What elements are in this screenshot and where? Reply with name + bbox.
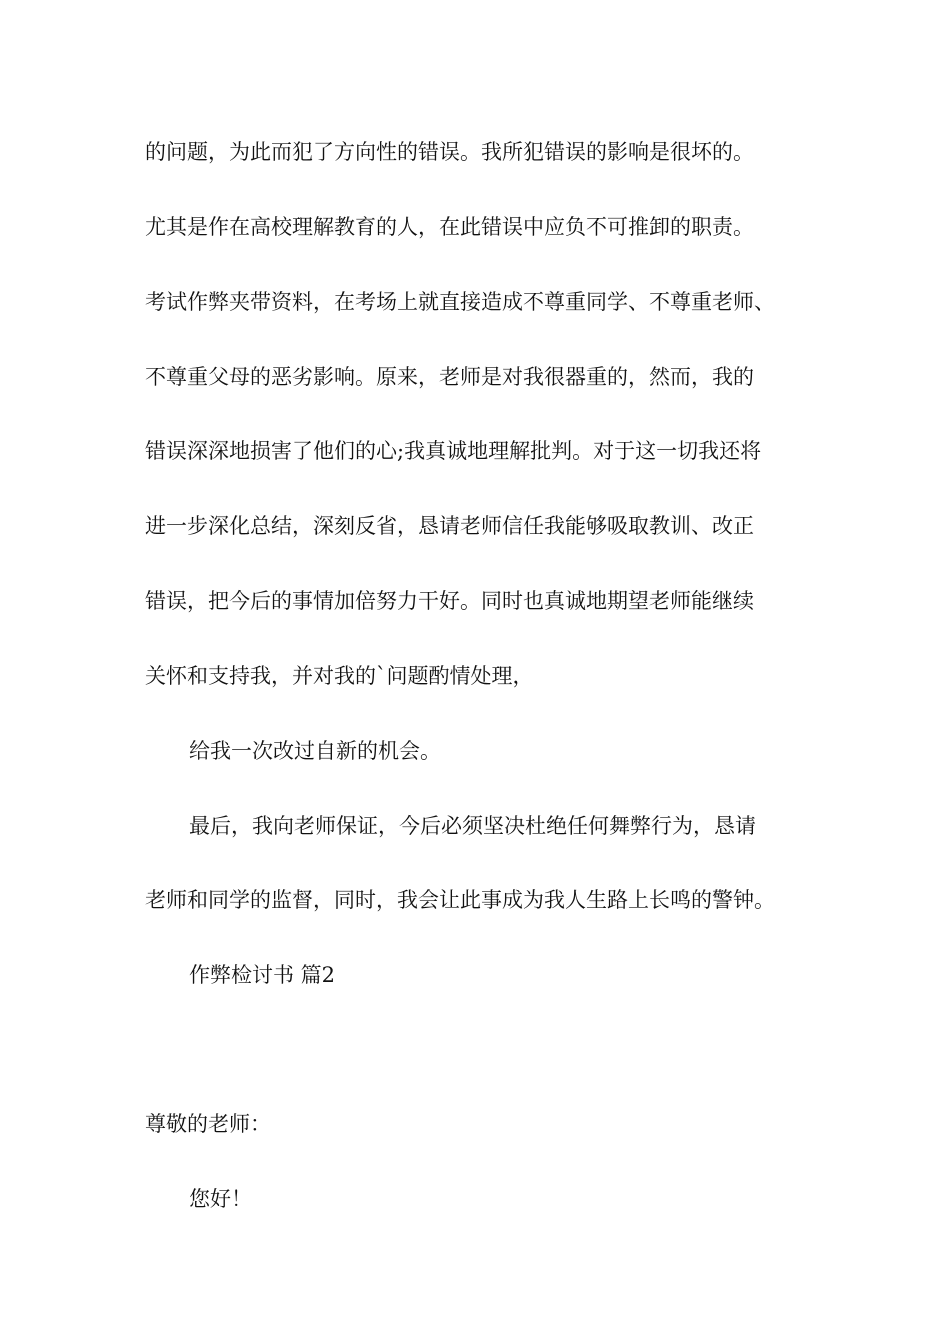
paragraph-line: 老师和同学的监督，同时，我会让此事成为我人生路上长鸣的警钟。 [145, 888, 775, 912]
paragraph-line: 给我一次改过自新的机会。 [189, 739, 441, 763]
paragraph-line: 尤其是作在高校理解教育的人，在此错误中应负不可推卸的职责。 [145, 215, 754, 239]
paragraph-line: 进一步深化总结，深刻反省，恳请老师信任我能够吸取教训、改正 [145, 514, 754, 538]
paragraph-line: 关怀和支持我，并对我的`问题酌情处理， [145, 664, 534, 688]
paragraph-line: 考试作弊夹带资料，在考场上就直接造成不尊重同学、不尊重老师、 [145, 290, 775, 314]
salutation: 尊敬的老师： [145, 1112, 271, 1136]
greeting: 您好！ [189, 1187, 252, 1211]
paragraph-line: 的问题，为此而犯了方向性的错误。我所犯错误的影响是很坏的。 [145, 140, 754, 164]
paragraph-line: 错误深深地损害了他们的心;我真诚地理解批判。对于这一切我还将 [145, 439, 762, 463]
paragraph-line: 错误，把今后的事情加倍努力干好。同时也真诚地期望老师能继续 [145, 589, 754, 613]
paragraph-line: 不尊重父母的恶劣影响。原来，老师是对我很器重的，然而，我的 [145, 365, 754, 389]
paragraph-line: 最后，我向老师保证，今后必须坚决杜绝任何舞弊行为，恳请 [189, 814, 756, 838]
section-heading: 作弊检讨书 篇2 [189, 963, 336, 987]
